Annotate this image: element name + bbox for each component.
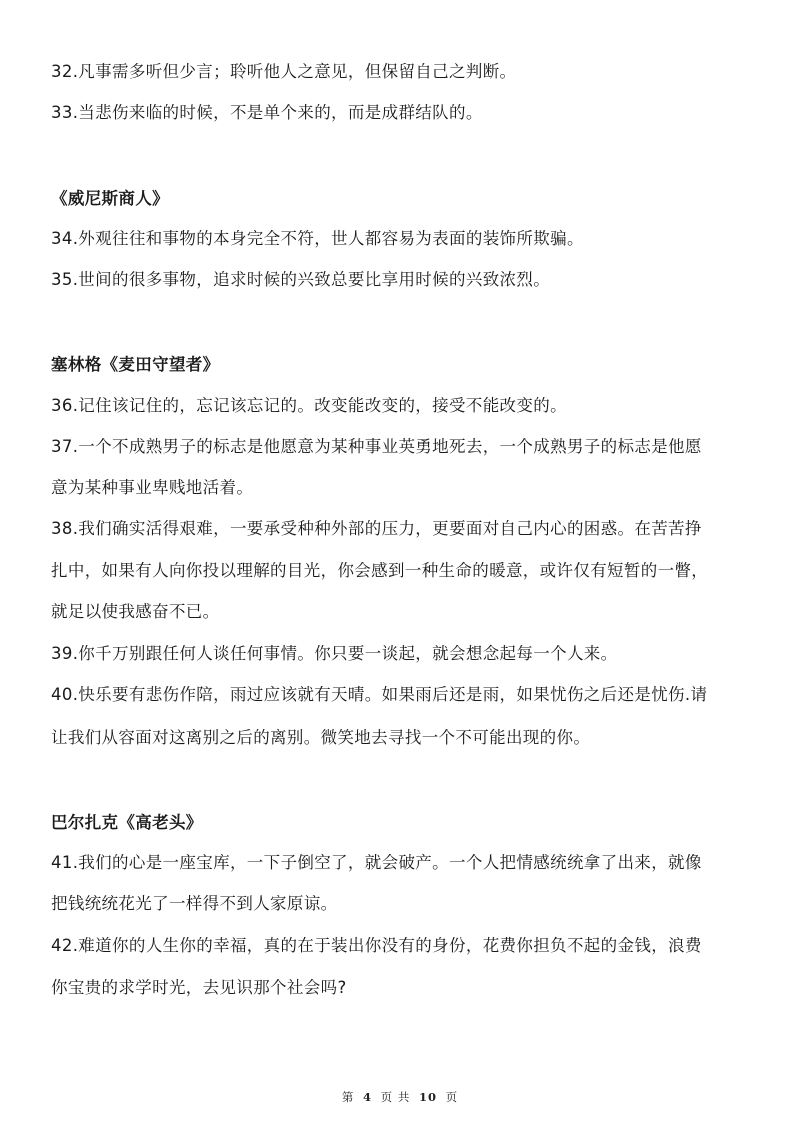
quote-39: 39.你千万别跟任何人谈任何事情。你只要一谈起，就会想念起每一个人来。 <box>51 644 618 663</box>
section-title-merchant-of-venice: 《威尼斯商人》 <box>51 189 169 208</box>
quote-41-line-2: 把钱统统花光了一样得不到人家原谅。 <box>51 894 338 913</box>
quote-38-line-3: 就足以使我感奋不已。 <box>51 602 220 621</box>
quote-41-line-1: 41.我们的心是一座宝库，一下子倒空了，就会破产。一个人把情感统统拿了出来，就像 <box>51 853 702 872</box>
quote-34: 34.外观往往和事物的本身完全不符，世人都容易为表面的装饰所欺骗。 <box>51 229 584 248</box>
quote-36: 36.记住该记住的，忘记该忘记的。改变能改变的，接受不能改变的。 <box>51 396 567 415</box>
quote-35: 35.世间的很多事物，追求时候的兴致总要比享用时候的兴致浓烈。 <box>51 270 551 289</box>
quote-40-line-1: 40.快乐要有悲伤作陪，雨过应该就有天晴。如果雨后还是雨，如果忧伤之后还是忧伤.请 <box>51 685 708 704</box>
page-footer <box>0 1089 800 1105</box>
quote-37-line-1: 37.一个不成熟男子的标志是他愿意为某种事业英勇地死去，一个成熟男子的标志是他愿 <box>51 437 702 456</box>
quote-32: 32.凡事需多听但少言；聆听他人之意见，但保留自己之判断。 <box>51 62 517 81</box>
quote-42-line-1: 42.难道你的人生你的幸福，真的在于装出你没有的身份，花费你担负不起的金钱，浪费 <box>51 936 702 955</box>
section-title-catcher-in-the-rye: 塞林格《麦田守望者》 <box>51 355 220 374</box>
footer-page-number: 4 <box>363 1090 373 1104</box>
quote-38-line-2: 扎中，如果有人向你投以理解的目光，你会感到一种生命的暖意，或许仅有短暂的一瞥， <box>51 561 709 580</box>
quote-33: 33.当悲伤来临的时候，不是单个来的，而是成群结队的。 <box>51 103 483 122</box>
footer-prefix: 第 <box>341 1090 355 1104</box>
footer-total-pages: 10 <box>418 1090 437 1104</box>
section-title-pere-goriot: 巴尔扎克《高老头》 <box>51 813 203 832</box>
footer-suffix: 页 <box>445 1090 459 1104</box>
footer-middle: 页 共 <box>380 1090 411 1104</box>
quote-37-line-2: 意为某种事业卑贱地活着。 <box>51 478 254 497</box>
quote-42-line-2: 你宝贵的求学时光，去见识那个社会吗? <box>51 978 347 997</box>
quote-40-line-2: 让我们从容面对这离别之后的离别。微笑地去寻找一个不可能出现的你。 <box>51 728 591 747</box>
quote-38-line-1: 38.我们确实活得艰难，一要承受种种外部的压力，更要面对自己内心的困惑。在苦苦挣 <box>51 519 702 538</box>
